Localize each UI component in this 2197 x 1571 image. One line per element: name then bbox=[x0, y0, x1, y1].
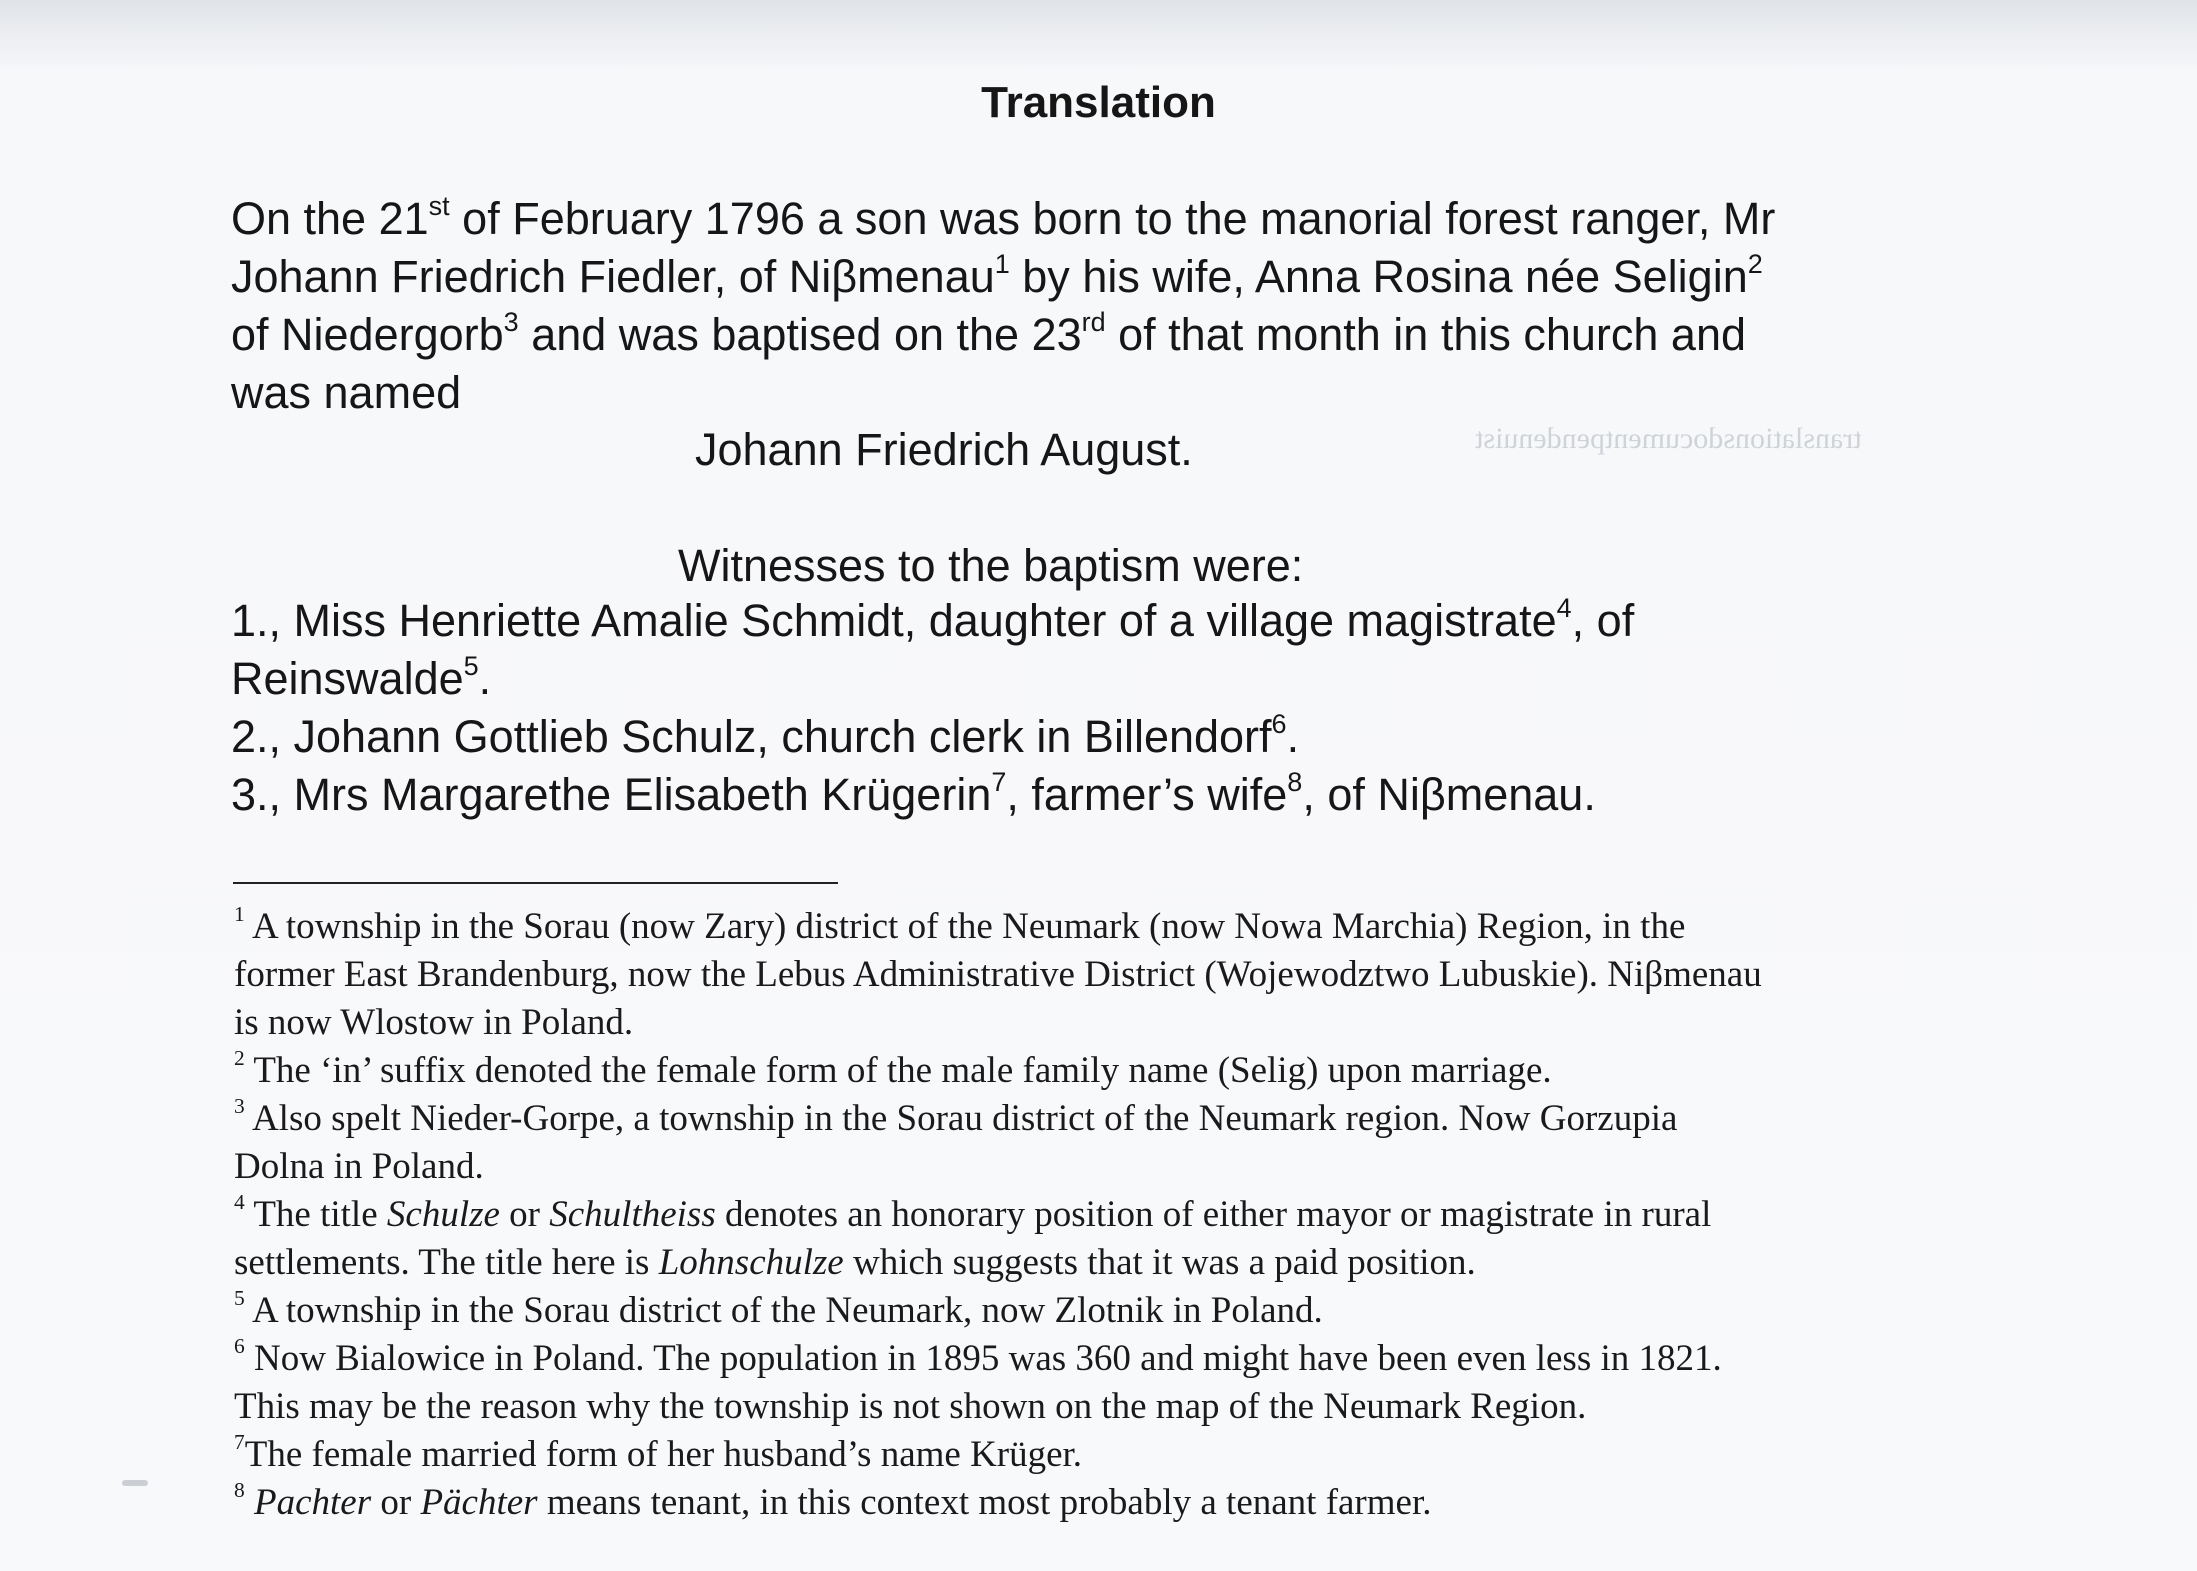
paragraph-text: of that month in this church and bbox=[1105, 309, 1747, 360]
footnote-number: 3 bbox=[234, 1094, 245, 1119]
footnote-text: or bbox=[371, 1482, 421, 1523]
footnote-3-cont: Dolna in Poland. bbox=[234, 1146, 484, 1187]
witness-1-line-1 bbox=[231, 592, 2001, 650]
birth-paragraph bbox=[231, 190, 2001, 422]
paragraph-line-1 bbox=[231, 190, 2001, 248]
scan-speck bbox=[122, 1480, 148, 1486]
footnote-4-cont bbox=[234, 1239, 1994, 1287]
ordinal-suffix: rd bbox=[1081, 307, 1106, 338]
footnote-ref: 3 bbox=[503, 307, 519, 338]
footnote-number: 6 bbox=[234, 1334, 245, 1359]
footnote-ref: 7 bbox=[991, 767, 1007, 798]
footnote-ref: 5 bbox=[463, 651, 479, 682]
footnote-5 bbox=[234, 1287, 1994, 1335]
witnesses-heading: Witnesses to the baptism were: bbox=[678, 540, 1304, 591]
footnote-text: Now Bialowice in Poland. The population in 1895 was 360 and might have been even less in 1821. bbox=[244, 1338, 1722, 1379]
witness-1-line-2 bbox=[231, 650, 2001, 708]
footnote-divider bbox=[233, 882, 838, 884]
page-top-edge bbox=[0, 0, 2197, 72]
footnote-6 bbox=[234, 1335, 1994, 1383]
footnote-text: A township in the Sorau (now Zary) district of the Neumark (now Nowa Marchia) Region, in the bbox=[244, 906, 1686, 947]
ordinal-suffix: st bbox=[428, 191, 450, 222]
footnote-ref: 4 bbox=[1556, 593, 1572, 624]
witness-text: , of bbox=[1571, 595, 1635, 646]
footnote-1-cont: is now Wlostow in Poland. bbox=[234, 1002, 634, 1043]
paragraph-text: Johann Friedrich Fiedler, of Niβmenau bbox=[231, 251, 995, 302]
witness-text: . bbox=[478, 653, 492, 704]
footnote-text: means tenant, in this context most probably a tenant farmer. bbox=[537, 1482, 1432, 1523]
paragraph-text: of February 1796 a son was born to the manorial forest ranger, Mr bbox=[449, 193, 1776, 244]
footnote-text: The title bbox=[244, 1194, 387, 1235]
footnote-ref: 6 bbox=[1271, 709, 1287, 740]
bleed-through-text: translationsdocumentpendenuist bbox=[1475, 422, 1862, 455]
footnote-ref: 1 bbox=[994, 249, 1010, 280]
witness-text: , of Niβmenau. bbox=[1302, 769, 1596, 820]
footnote-number: 1 bbox=[234, 902, 245, 927]
paragraph-line-3 bbox=[231, 306, 2001, 364]
witness-text: Reinswalde bbox=[231, 653, 464, 704]
paragraph-line-4: was named bbox=[231, 367, 462, 418]
footnote-text: A township in the Sorau district of the Neumark, now Zlotnik in Poland. bbox=[244, 1290, 1323, 1331]
footnote-italic: Pächter bbox=[420, 1482, 538, 1523]
footnote-4 bbox=[234, 1191, 1994, 1239]
footnote-text: or bbox=[499, 1194, 550, 1235]
witness-text: . bbox=[1286, 711, 1300, 762]
witness-2 bbox=[231, 708, 2001, 766]
footnote-1 bbox=[234, 903, 1994, 951]
witness-text: , farmer’s wife bbox=[1006, 769, 1288, 820]
witness-3 bbox=[231, 766, 2001, 824]
witness-list bbox=[231, 592, 2001, 824]
page-title: Translation bbox=[981, 78, 1216, 127]
footnote-italic: Lohnschulze bbox=[658, 1242, 844, 1283]
footnote-number: 2 bbox=[234, 1046, 245, 1071]
footnote-text: The female married form of her husband’s name Krüger. bbox=[244, 1434, 1083, 1475]
footnote-text: which suggests that it was a paid position. bbox=[843, 1242, 1476, 1283]
footnote-italic: Schultheiss bbox=[549, 1194, 716, 1235]
footnote-number: 7 bbox=[234, 1430, 245, 1455]
footnote-7 bbox=[234, 1431, 1994, 1479]
child-name: Johann Friedrich August. bbox=[695, 424, 1193, 475]
footnote-8 bbox=[234, 1479, 1994, 1527]
paragraph-line-2 bbox=[231, 248, 2001, 306]
paragraph-text: of Niedergorb bbox=[231, 309, 504, 360]
paragraph-text: On the 21 bbox=[231, 193, 429, 244]
footnote-text: The ‘in’ suffix denoted the female form of the male family name (Selig) upon marriage. bbox=[244, 1050, 1552, 1091]
footnote-text: denotes an honorary position of either mayor or magistrate in rural bbox=[715, 1194, 1712, 1235]
footnote-number: 5 bbox=[234, 1286, 245, 1311]
witness-text: 1., Miss Henriette Amalie Schmidt, daughter of a village magistrate bbox=[231, 595, 1557, 646]
footnote-italic: Pachter bbox=[253, 1482, 372, 1523]
footnote-2 bbox=[234, 1047, 1994, 1095]
footnote-ref: 2 bbox=[1747, 249, 1763, 280]
footnote-italic: Schulze bbox=[386, 1194, 500, 1235]
footnote-number: 8 bbox=[234, 1478, 245, 1503]
footnote-6-cont: This may be the reason why the township is not shown on the map of the Neumark Region. bbox=[234, 1386, 1587, 1427]
witness-text: 2., Johann Gottlieb Schulz, church clerk in Billendorf bbox=[231, 711, 1272, 762]
footnotes bbox=[234, 903, 1994, 1527]
paragraph-text: and was baptised on the 23 bbox=[518, 309, 1082, 360]
footnote-number: 4 bbox=[234, 1190, 245, 1215]
footnote-3 bbox=[234, 1095, 1994, 1143]
paragraph-text: by his wife, Anna Rosina née Seligin bbox=[1009, 251, 1748, 302]
footnote-text: settlements. The title here is bbox=[234, 1242, 659, 1283]
footnote-text: Also spelt Nieder-Gorpe, a township in the Sorau district of the Neumark region. Now Gorzupia bbox=[244, 1098, 1678, 1139]
footnote-1-cont: former East Brandenburg, now the Lebus Administrative District (Wojewodztwo Lubuskie). Niβmenau bbox=[234, 954, 1762, 995]
footnote-ref: 8 bbox=[1287, 767, 1303, 798]
witness-text: 3., Mrs Margarethe Elisabeth Krügerin bbox=[231, 769, 992, 820]
